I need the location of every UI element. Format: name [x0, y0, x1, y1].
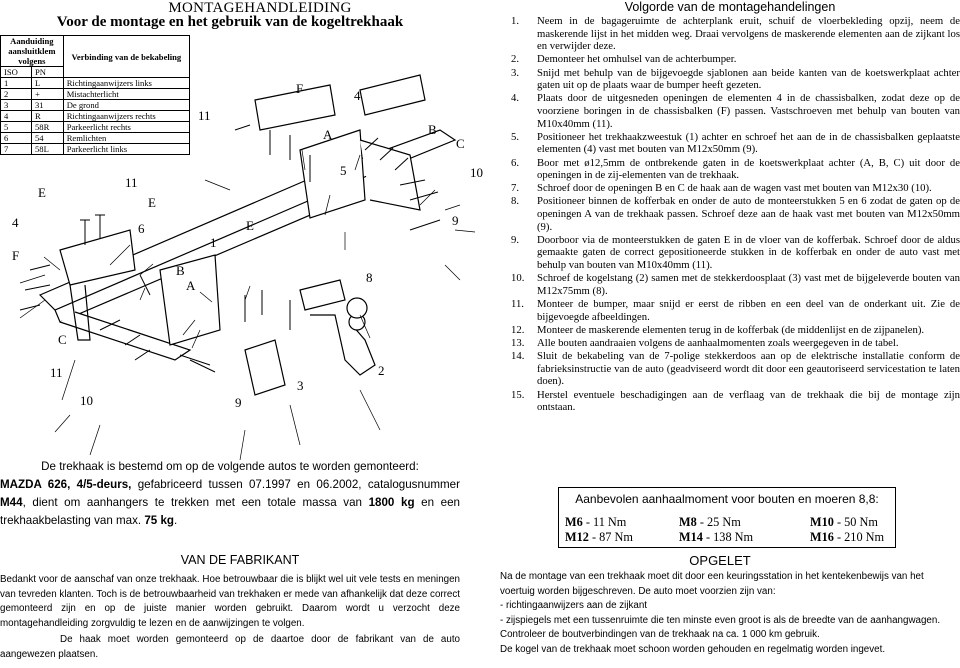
diagram-label-11-left: 11	[50, 365, 63, 380]
desc-line2: gefabriceerd tussen 07.1997 en 06.2002, catalogusnummer	[131, 478, 460, 491]
diagram-label-A: A	[323, 127, 333, 142]
wiring-pn-header: PN	[32, 67, 64, 78]
diagram-label-C-left: C	[58, 332, 67, 347]
socket-plate	[245, 340, 285, 395]
warning-line: - zijspiegels met een tussenruimte die ten minste even groot is als de breedte van de aanhangwagen.	[500, 614, 941, 626]
list-item: 2. Demonteer het omhulsel van de achterbumper.	[511, 53, 737, 66]
wiring-col1-header: Aanduiding aansluitklem volgens	[1, 36, 64, 67]
towbar-exploded-diagram	[0, 60, 500, 460]
diagram-label-E-left: E	[38, 185, 46, 200]
page-subtitle: Voor de montage en het gebruik van de kogeltrekhaak	[56, 14, 404, 30]
diagram-label-11-top: 11	[125, 175, 138, 190]
diagram-label-1: 1	[210, 235, 217, 250]
vehicle-description: De trekhaak is bestemd om op de volgende autos te worden gemonteerd: MAZDA 626, 4/5-deurs, gefabriceerd tussen 07.1997 en 06.2002, catalogusnummer M44, dient om aanhangers te trekken met een totale massa van 1800 kg en een trekhaakbelasting van max. 75 kg.	[0, 460, 460, 527]
diagram-label-F: F	[296, 81, 304, 96]
desc-line4: en een trekhaakbelasting van max.	[0, 496, 460, 527]
torque-m12: M12 - 87 Nm	[565, 530, 633, 544]
torque-m8: M8 - 25 Nm	[679, 515, 741, 529]
desc-line3: , dient om aanhangers te trekken met een totale massa van	[22, 496, 369, 509]
list-item: 10. Schroef de kogelstang (2) samen met de stekkerdoosplaat (3) vast met de bijgeleverde bouten van M12x75mm (8).	[511, 272, 960, 297]
list-item: 14. Sluit de bekabeling van de 7-polige stekkerdoos aan op de elektrische installatie conform de fabrieksinstructie van de auto (geadviseerd wordt dit door een geautoriseerd servicestation te laten doen).	[511, 350, 960, 388]
warning-line: Controleer de boutverbindingen van de trekhaak na ca. 1 000 km gebruik.	[500, 629, 820, 640]
desc-mass: 1800 kg	[368, 496, 415, 509]
warning-line: De kogel van de trekhaak moet schoon worden gehouden en regelmatig worden ingevet.	[500, 643, 886, 655]
warning-line: - richtingaanwijzers aan de zijkant	[500, 600, 648, 611]
page-title: MONTAGEHANDLEIDING	[168, 0, 352, 16]
diagram-label-C: C	[456, 136, 465, 151]
diagram-label-E: E	[246, 218, 254, 233]
diagram-label-9-bottom: 9	[235, 395, 242, 410]
diagram-label-3: 3	[297, 378, 304, 393]
diagram-label-B: B	[428, 122, 437, 137]
desc-model: MAZDA 626, 4/5-deurs,	[0, 478, 132, 491]
torque-m16: M16 - 210 Nm	[810, 530, 885, 544]
list-item: 5. Positioneer het trekhaakzweestuk (1) achter en schroef het aan de in de chassisbalken geplaatste elementen (4) vast met bouten van M12x50mm (9).	[511, 130, 960, 156]
torque-m14: M14 - 138 Nm	[679, 530, 754, 544]
diagram-label-9: 9	[452, 213, 459, 228]
diagram-label-F-left: F	[12, 248, 20, 263]
torque-title: Aanbevolen aanhaalmoment voor bouten en moeren 8,8:	[575, 492, 879, 506]
warning-text	[500, 570, 960, 657]
diagram-label-6: 6	[138, 221, 145, 236]
torque-m10: M10 - 50 Nm	[810, 515, 878, 529]
list-item: 4. Plaats door de uitgesneden openingen de elementen 4 in de chassisbalken, zodat deze op de voorziene boringen in de chassisbalken (F) passen. Vastschroeven met behulp van bouten van M10x40mm (11).	[511, 92, 960, 130]
list-item: 15. Herstel eventuele beschadigingen aan de verflaag van de trekhaak die bij de montage zijn ontstaan.	[511, 388, 960, 414]
list-item: 6. Boor met ø12,5mm de ontbrekende gaten in de koetswerkplaat achter (A, B, C) uit door de openingen in de zij-elementen van de trekhaak.	[511, 156, 960, 182]
wiring-iso-header: ISO	[1, 67, 32, 78]
wiring-col2-header: Verbinding van de bekabeling	[63, 36, 189, 78]
steps-list	[510, 15, 960, 414]
list-item: 11. Monteer de bumper, maar snijd er eerst de ribben en een deel van de onderkant uit. Zie de bijgevoegde afbeeldingen.	[511, 298, 960, 323]
table-row: 1 L Richtingaanwijzers links	[1, 78, 190, 89]
table-row: 5 58R Parkeerlicht rechts	[1, 122, 190, 133]
list-item: 9. Doorboor via de monteerstukken de gaten E in de vloer van de kofferbak. Schroef door de aldus gemaakte gaten de correct gepositioneerde stukken in de kofferbak en onder de auto vast met behulp van bouten van M10x40mm (11).	[511, 233, 960, 272]
diagram-label-E-mid: E	[148, 195, 156, 210]
diagram-label-4-left: 4	[12, 215, 19, 230]
diagram-label-11: 11	[198, 108, 211, 123]
torque-m6: M6 - 11 Nm	[565, 515, 627, 529]
center-bracket	[160, 255, 220, 345]
diagram-label-2: 2	[378, 363, 385, 378]
list-item: 13. Alle bouten aandraaien volgens de aanhaalmomenten zoals weergegeven in de tabel.	[511, 336, 899, 349]
desc-catalog: M44	[0, 496, 23, 509]
desc-load: 75 kg	[144, 514, 175, 527]
list-item: 7. Schroef door de openingen B en C de haak aan de wagen vast met bouten van M12x30 (10).	[511, 182, 932, 195]
warning-line: Na de montage van een trekhaak moet dit door een keuringsstation in het kentekenbewijs van het voertuig worden bijgeschreven. De auto moet voorzien zijn van:	[500, 571, 924, 597]
manufacturer-title: VAN DE FABRIKANT	[180, 553, 300, 567]
list-item: 8. Positioneer binnen de kofferbak en onder de auto de monteerstukken 5 en 6 zodat de gaten op de openingen A van de trekhaak passen. Schroef deze aan de haak vast met bouten van M12x50mm (9).	[511, 195, 960, 233]
manufacturer-text	[0, 573, 460, 664]
table-row: 4 R Richtingaanwijzers rechts	[1, 111, 190, 122]
warning-title: OPGELET	[689, 553, 751, 568]
list-item: 12. Monteer de maskerende elementen terug in de kofferbak (de middenlijst en de zijpanelen).	[511, 323, 925, 336]
desc-line1: De trekhaak is bestemd om op de volgende autos te worden gemonteerd:	[41, 460, 419, 473]
list-item: 1. Neem in de bagageruimte de achterplank eruit, schuif de vloerbekleding opzij, neem de maskerende lijst in het midden weg. Draai vervolgens de maskerende elementen aan de zijkant los en verwijder deze.	[511, 15, 960, 53]
list-item: 3. Snijd met behulp van de bijgevoegde sjablonen aan beide kanten van de koetswerkplaat achter gaten uit op de plaats waar de bumper heeft gezeten.	[511, 66, 960, 92]
diagram-label-10: 10	[470, 165, 483, 180]
manufacturer-p2: De haak moet worden gemonteerd op de daartoe door de fabrikant van de auto aangewezen plaatsen.	[0, 634, 460, 660]
table-row: 2 + Mistachterlicht	[1, 89, 190, 100]
diagram-label-5: 5	[340, 163, 347, 178]
diagram-label-10-left: 10	[80, 393, 93, 408]
steps-title: Volgorde van de montagehandelingen	[624, 0, 836, 14]
manufacturer-p1: Bedankt voor de aanschaf van onze trekhaak. Hoe betrouwbaar die is blijkt wel uit vele tests en meningen van tevreden klanten. Toch is de betrouwbaarheid van trekhaken er mede van afhankelijk dat deze correct gemonteerd zijn en op de juiste manier worden gebruikt. Daarom wordt u verzocht deze montagehandleiding zorgvuldig te lezen en de aanwijzingen te volgen.	[0, 574, 460, 629]
table-row: 3 31 De grond	[1, 100, 190, 111]
torque-table	[558, 487, 896, 548]
table-row: 7 58L Parkeerlicht links	[1, 144, 190, 155]
diagram-label-8: 8	[366, 270, 373, 285]
diagram-label-A-mid: A	[186, 278, 196, 293]
table-row: 6 54 Remlichten	[1, 133, 190, 144]
diagram-label-4: 4	[354, 88, 361, 103]
diagram-label-B-mid: B	[176, 263, 185, 278]
